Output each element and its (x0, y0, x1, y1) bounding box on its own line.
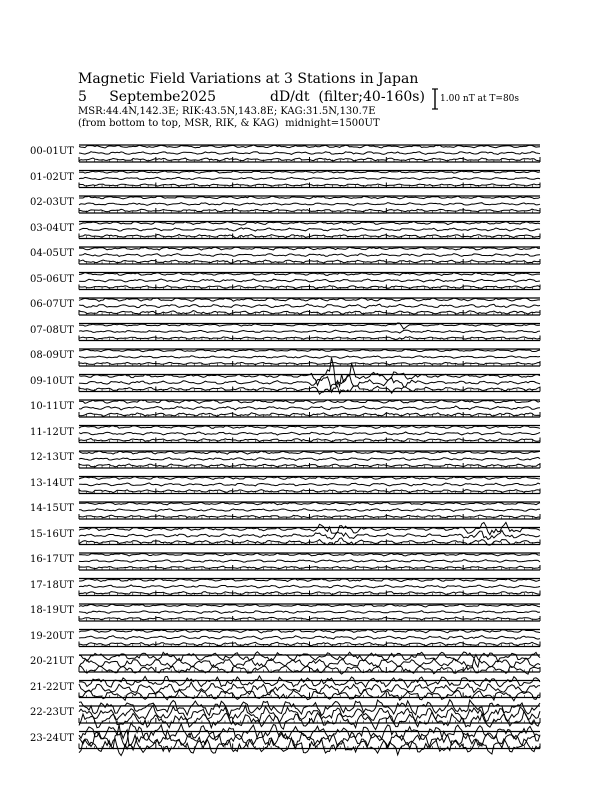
trace-rik (79, 152, 540, 155)
trace-rik (79, 177, 540, 180)
trace-kag (79, 522, 540, 534)
hour-label: 02-03UT (30, 197, 74, 208)
date-month-year: Septembe2025 (109, 89, 217, 105)
hour-label: 07-08UT (30, 324, 74, 336)
trace-rik (79, 509, 540, 512)
trace-kag (79, 171, 540, 173)
hour-label: 11-12UT (30, 426, 74, 438)
hour-label: 15-16UT (30, 528, 74, 540)
trace-rik (79, 560, 540, 563)
trace-rik (79, 457, 540, 460)
hour-label: 01-02UT (30, 171, 74, 183)
trace-kag (79, 604, 540, 607)
hour-label: 03-04UT (30, 222, 74, 234)
hour-label: 04-05UT (30, 248, 74, 259)
hour-label: 09-10UT (30, 375, 74, 387)
hour-label: 22-23UT (30, 707, 74, 718)
hour-label: 23-24UT (30, 732, 74, 744)
hour-label: 17-18UT (30, 579, 74, 591)
hour-label: 14-15UT (30, 503, 74, 514)
hour-label: 05-06UT (30, 273, 74, 285)
trace-rik (79, 432, 540, 435)
trace-rik (79, 304, 540, 308)
trace-rik (79, 530, 540, 539)
trace-rik (79, 611, 540, 614)
hour-label: 18-19UT (30, 605, 74, 616)
hour-label: 21-22UT (30, 681, 74, 693)
hour-label: 20-21UT (30, 656, 74, 667)
trace-rik (79, 228, 540, 231)
hour-label: 00-01UT (30, 146, 74, 157)
trace-rik (79, 483, 540, 486)
chart-title: Magnetic Field Variations at 3 Stations in Japan (78, 71, 419, 87)
trace-kag (79, 553, 540, 556)
trace-rik (79, 203, 540, 206)
stations-line: MSR:44.4N,142.3E; RIK:43.5N,143.8E; KAG:31.5N,130.7E (78, 106, 376, 117)
hour-label: 12-13UT (30, 452, 74, 463)
midnight-note: midnight=1500UT (285, 118, 380, 129)
hour-label: 06-07UT (30, 299, 74, 310)
trace-rik (79, 330, 540, 333)
hour-label: 13-14UT (30, 477, 74, 489)
hour-label: 19-20UT (30, 630, 74, 642)
component-label: dD/dt (270, 89, 310, 105)
trace-rik (79, 682, 540, 694)
trace-kag (79, 349, 540, 351)
trace-rik (79, 356, 540, 358)
trace-rik (79, 636, 540, 640)
trace-rik (79, 254, 540, 257)
date-day: 5 (78, 89, 87, 105)
trace-kag (79, 676, 540, 688)
filter-label: (filter;40-160s) (318, 89, 425, 105)
hour-label: 08-09UT (30, 350, 74, 361)
trace-rik (79, 585, 540, 588)
trace-rik (79, 406, 540, 410)
hour-label: 16-17UT (30, 554, 74, 565)
order-note: (from bottom to top, MSR, RIK, & KAG) (78, 118, 279, 129)
hour-label: 10-11UT (30, 401, 74, 412)
trace-rik (79, 279, 540, 282)
scale-label: 1.00 nT at T=80s (440, 94, 520, 104)
